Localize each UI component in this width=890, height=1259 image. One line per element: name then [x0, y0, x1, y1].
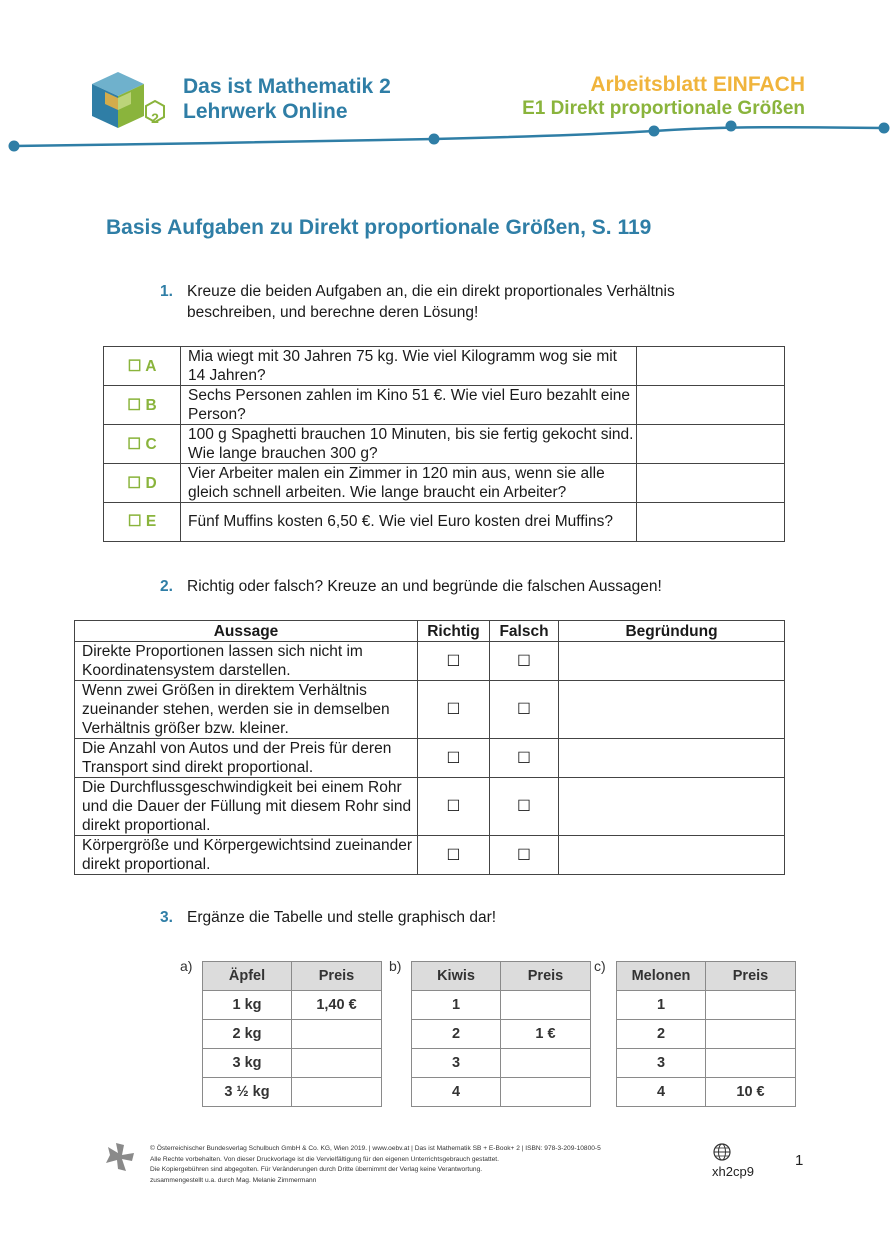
q3-quantity-cell: 3 kg: [203, 1049, 292, 1078]
q1-number: 1.: [160, 283, 173, 300]
q3-table-row: [412, 1049, 591, 1078]
q2-wrong-checkbox[interactable]: ☐: [490, 836, 559, 875]
q3-table-row: [412, 991, 591, 1020]
q3-price-cell[interactable]: [501, 1078, 591, 1107]
footer-line-3: Die Kopiergebühren sind abgegolten. Für Veränderungen durch Dritte übernimmt der Verlag keine Verantwortung.: [150, 1166, 483, 1173]
q1-row: [104, 464, 785, 503]
q2-reason-cell[interactable]: [559, 778, 785, 836]
q3-price-cell[interactable]: [501, 991, 591, 1020]
q2-reason-cell[interactable]: [559, 642, 785, 681]
q3-col1-header: Kiwis: [412, 962, 501, 991]
q3-table-row: [412, 1020, 591, 1049]
q1-row: [104, 386, 785, 425]
q1-option-checkbox[interactable]: ☐ C: [104, 425, 181, 464]
q1-option-text: Vier Arbeiter malen ein Zimmer in 120 min aus, wenn sie alle gleich schnell arbeiten. Wie lange braucht ein Arbeiter?: [181, 464, 637, 503]
q1-answer-cell[interactable]: [637, 347, 785, 386]
q3-price-cell[interactable]: [706, 1049, 796, 1078]
footer-line-4: zusammengestellt u.a. durch Mag. Melanie Zimmermann: [150, 1176, 317, 1184]
q1-answer-cell[interactable]: [637, 464, 785, 503]
q3-price-cell[interactable]: [292, 1078, 382, 1107]
q1-option-checkbox[interactable]: ☐ D: [104, 464, 181, 503]
q3-col1-header: Melonen: [617, 962, 706, 991]
header-line: [0, 118, 890, 158]
q3-col2-header: Preis: [706, 962, 796, 991]
q1-answer-cell[interactable]: [637, 425, 785, 464]
q2-row: [75, 836, 785, 875]
q3-price-cell[interactable]: 1 €: [501, 1020, 591, 1049]
q3-price-cell[interactable]: [292, 1049, 382, 1078]
page-title: Basis Aufgaben zu Direkt proportionale Größen, S. 119: [106, 216, 652, 239]
q3-col1-header: Äpfel: [203, 962, 292, 991]
q1-row: [104, 425, 785, 464]
q2-statement: Direkte Proportionen lassen sich nicht im Koordinatensystem darstellen.: [75, 642, 418, 681]
q3-price-cell[interactable]: [501, 1049, 591, 1078]
q2-statement: Wenn zwei Größen in direktem Verhältnis zueinander stehen, werden sie in demselben Verhältnis größer bzw. kleiner.: [75, 681, 418, 739]
q3-table-row: [203, 1049, 382, 1078]
q3-price-cell[interactable]: 10 €: [706, 1078, 796, 1107]
q2-row: [75, 642, 785, 681]
q3-quantity-cell: 4: [617, 1078, 706, 1107]
q3-value-table: [411, 961, 591, 1107]
header-wrong: Falsch: [490, 621, 559, 642]
q2-reason-cell[interactable]: [559, 836, 785, 875]
header-reason: Begründung: [559, 621, 785, 642]
q2-statement: Körpergröße und Körpergewichtsind zueinander direkt proportional.: [75, 836, 418, 875]
q2-statement: Die Durchflussgeschwindigkeit bei einem Rohr und die Dauer der Füllung mit diesem Rohr sind direkt proportional.: [75, 778, 418, 836]
q3-col2-header: Preis: [292, 962, 382, 991]
q2-row: [75, 778, 785, 836]
q2-right-checkbox[interactable]: ☐: [418, 739, 490, 778]
q2-row: [75, 681, 785, 739]
q1-table: [103, 346, 785, 542]
footer-line-2: Alle Rechte vorbehalten. Von dieser Druckvorlage ist die Vervielfältigung für den eigenen Unterrichtsgebrauch gestattet.: [150, 1155, 499, 1163]
q3-col2-header: Preis: [501, 962, 591, 991]
q3-quantity-cell: 2 kg: [203, 1020, 292, 1049]
q2-right-checkbox[interactable]: ☐: [418, 836, 490, 875]
q3-quantity-cell: 1 kg: [203, 991, 292, 1020]
q2-row: [75, 739, 785, 778]
q3-value-table: [616, 961, 796, 1107]
sheet-topic: E1 Direkt proportionale Größen: [522, 98, 805, 119]
sheet-type: Arbeitsblatt EINFACH: [590, 73, 805, 96]
q2-reason-cell[interactable]: [559, 739, 785, 778]
q2-right-checkbox[interactable]: ☐: [418, 681, 490, 739]
q3-table-row: [412, 1078, 591, 1107]
header-right: Richtig: [418, 621, 490, 642]
q2-wrong-checkbox[interactable]: ☐: [490, 681, 559, 739]
q3-quantity-cell: 3: [617, 1049, 706, 1078]
q1-answer-cell[interactable]: [637, 386, 785, 425]
q3-price-cell[interactable]: 1,40 €: [292, 991, 382, 1020]
q1-option-text: Fünf Muffins kosten 6,50 €. Wie viel Euro kosten drei Muffins?: [181, 503, 637, 542]
q3-quantity-cell: 1: [617, 991, 706, 1020]
q1-row: [104, 347, 785, 386]
footer-line-1: © Österreichischer Bundesverlag Schulbuch GmbH & Co. KG, Wien 2019. | www.oebv.at | Das ist Mathematik SB + E-Book+ 2 | ISBN: 978-3-209-10800-5: [150, 1145, 601, 1152]
q3-table-row: [617, 1049, 796, 1078]
q2-wrong-checkbox[interactable]: ☐: [490, 739, 559, 778]
q3-table-label: b): [389, 958, 402, 974]
q1-option-text: Sechs Personen zahlen im Kino 51 €. Wie viel Euro bezahlt eine Person?: [181, 386, 637, 425]
q1-option-text: 100 g Spaghetti brauchen 10 Minuten, bis sie fertig gekocht sind. Wie lange brauchen 300 g?: [181, 425, 637, 464]
q3-table-row: [203, 1078, 382, 1107]
q2-number: 2.: [160, 578, 173, 595]
q3-number: 3.: [160, 909, 173, 926]
page-number: 1: [795, 1152, 804, 1169]
q3-table-row: [203, 1020, 382, 1049]
q3-price-cell[interactable]: [292, 1020, 382, 1049]
q3-table-row: [617, 1078, 796, 1107]
header-statement: Aussage: [75, 621, 418, 642]
q1-answer-cell[interactable]: [637, 503, 785, 542]
globe-icon[interactable]: [712, 1142, 732, 1162]
q2-wrong-checkbox[interactable]: ☐: [490, 778, 559, 836]
q3-quantity-cell: 2: [617, 1020, 706, 1049]
q1-option-text: Mia wiegt mit 30 Jahren 75 kg. Wie viel Kilogramm wog sie mit 14 Jahren?: [181, 347, 637, 386]
q2-table: [74, 620, 785, 875]
q2-statement: Die Anzahl von Autos und der Preis für deren Transport sind direkt proportional.: [75, 739, 418, 778]
q3-table-row: [617, 1020, 796, 1049]
q3-price-cell[interactable]: [706, 991, 796, 1020]
q3-value-table: [202, 961, 382, 1107]
q2-text: Richtig oder falsch? Kreuze an und begründe die falschen Aussagen!: [187, 578, 662, 595]
q3-price-cell[interactable]: [706, 1020, 796, 1049]
q1-row: [104, 503, 785, 542]
q3-quantity-cell: 2: [412, 1020, 501, 1049]
q2-wrong-checkbox[interactable]: ☐: [490, 642, 559, 681]
brand-title: Das ist Mathematik 2: [183, 75, 391, 98]
online-code[interactable]: xh2cp9: [712, 1164, 754, 1179]
q3-quantity-cell: 3 ½ kg: [203, 1078, 292, 1107]
q3-table-row: [617, 991, 796, 1020]
q1-option-checkbox[interactable]: ☐ E: [104, 503, 181, 542]
q1-option-checkbox[interactable]: ☐ A: [104, 347, 181, 386]
q3-quantity-cell: 3: [412, 1049, 501, 1078]
q2-right-checkbox[interactable]: ☐: [418, 642, 490, 681]
q3-table-row: [203, 991, 382, 1020]
q3-quantity-cell: 4: [412, 1078, 501, 1107]
q3-table-label: c): [594, 958, 606, 974]
q3-quantity-cell: 1: [412, 991, 501, 1020]
q3-table-label: a): [180, 958, 193, 974]
q2-reason-cell[interactable]: [559, 681, 785, 739]
footer-text: [150, 1144, 690, 1186]
q1-text: Kreuze die beiden Aufgaben an, die ein direkt proportionales Verhältnis beschreiben, und berechne deren Lösung!: [187, 283, 675, 321]
logo-badge: 2: [151, 110, 159, 126]
q1-option-checkbox[interactable]: ☐ B: [104, 386, 181, 425]
publisher-logo: [104, 1141, 136, 1173]
brand-subtitle: Lehrwerk Online: [183, 100, 348, 123]
q2-right-checkbox[interactable]: ☐: [418, 778, 490, 836]
q3-text: Ergänze die Tabelle und stelle graphisch dar!: [187, 909, 497, 926]
